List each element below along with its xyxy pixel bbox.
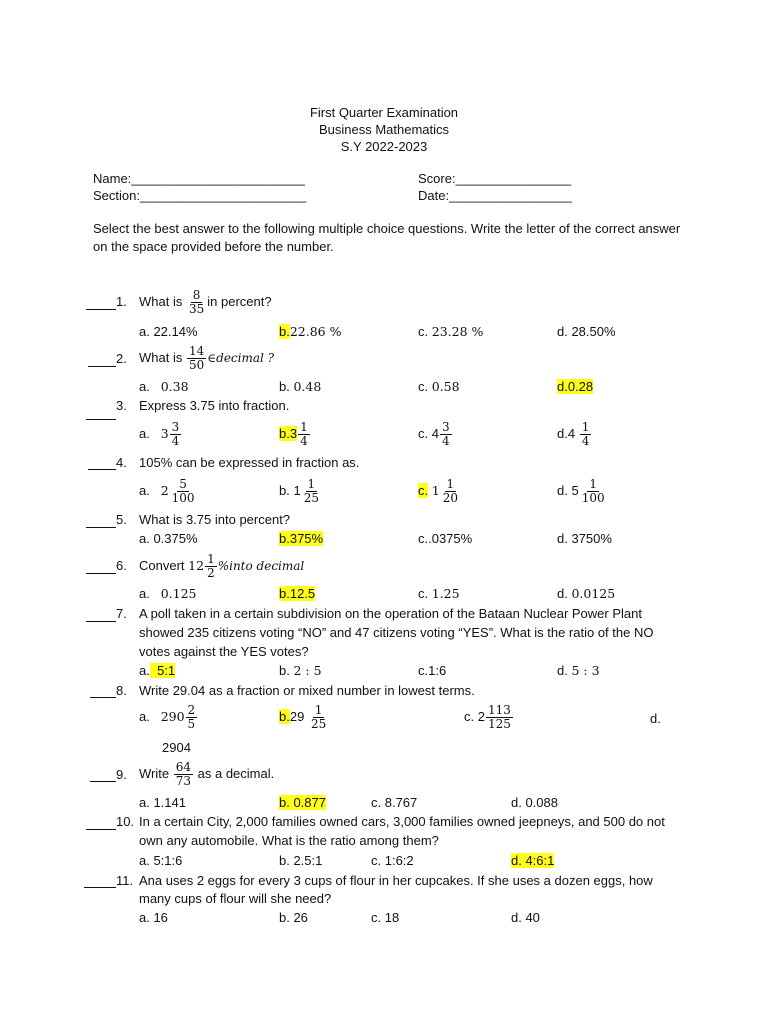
fraction: $\frac{64}{73}$ — [175, 760, 192, 789]
choice-b: b.22.86 % — [279, 324, 342, 339]
question-text: What is $\frac{14}{50}$ ∈decimal ? — [139, 344, 275, 373]
question-text-line-1: A poll taken in a certain subdivision on the operation of the Bataan Nuclear Power Plant — [139, 606, 642, 621]
choice-d-continued: 2904 — [162, 740, 191, 755]
choice-d — [511, 853, 554, 869]
answer-blank — [86, 573, 116, 574]
question-number: 10. — [116, 814, 135, 829]
question-number: 7. — [116, 606, 127, 621]
choice-d: d. 5 $\frac{1}{100}$ — [557, 477, 605, 506]
choice-b: b. 0.48 — [279, 379, 322, 394]
choice-b — [279, 531, 323, 547]
answer-highlight: b.375% — [279, 531, 324, 546]
fraction: $\frac{8}{35}$ — [188, 288, 205, 317]
question-text: What is 3.75 into percent? — [139, 512, 291, 527]
choice-b: b. 2 : 5 — [279, 663, 322, 678]
answer-highlight: c. — [418, 483, 429, 498]
choice-b: b. 26 — [279, 910, 308, 925]
answer-highlight: b.12.5 — [279, 586, 316, 601]
choice-c: c. 18 — [371, 910, 400, 925]
answer-highlight: d. 4:6:1 — [511, 853, 555, 868]
choice-c: c. 23.28 % — [418, 324, 484, 339]
answer-blank — [88, 366, 116, 367]
choice-a: a. 0.125 — [139, 586, 197, 601]
instructions-line-2: on the space provided before the number. — [93, 239, 334, 254]
question-number: 5. — [116, 512, 127, 527]
answer-blank — [90, 697, 116, 698]
choice-a: a. 290 $\frac{2}{5}$ — [139, 703, 196, 732]
question-text: Write $\frac{64}{73}$ as a decimal. — [139, 760, 275, 789]
question-text-line-2: own any automobile. What is the ratio among them? — [139, 833, 439, 848]
choice-d — [557, 379, 593, 395]
choice-d: d. 3750% — [557, 531, 612, 546]
question-text: Write 29.04 as a fraction or mixed number in lowest terms. — [139, 683, 475, 698]
answer-highlight: b. — [279, 324, 290, 339]
question-text-line-2: showed 235 citizens voting “NO” and 47 citizens voting “YES”. What is the ratio of the NO — [139, 625, 654, 640]
choice-a: a. 5:1 — [139, 663, 176, 678]
answer-blank — [86, 527, 116, 528]
section-field: Section:_______________________ — [93, 188, 307, 203]
choice-d: d. 28.50% — [557, 324, 616, 339]
choice-a: a. 0.375% — [139, 531, 198, 546]
score-field: Score:________________ — [418, 171, 572, 186]
question-number: 1. — [116, 294, 127, 309]
answer-highlight: 5:1 — [149, 663, 176, 678]
choice-d: d. 5 : 3 — [557, 663, 600, 678]
answer-highlight: b. 0.877 — [279, 795, 326, 810]
choice-d: d. — [650, 711, 661, 726]
answer-highlight: b.3 — [279, 426, 298, 441]
choice-d: d.4 $\frac{1}{4}$ — [557, 420, 590, 449]
question-number: 2. — [116, 351, 127, 366]
question-number: 3. — [116, 398, 127, 413]
question-number: 6. — [116, 558, 127, 573]
question-number: 11. — [116, 873, 134, 888]
answer-blank — [86, 419, 116, 420]
choice-a: a. 3 $\frac{3}{4}$ — [139, 420, 180, 449]
fraction: $\frac{1}{2}$ — [207, 552, 215, 581]
question-number: 9. — [116, 767, 127, 782]
answer-highlight: b. — [279, 709, 290, 724]
choice-c: c. 1:6:2 — [371, 853, 414, 868]
choice-a: a. 1.141 — [139, 795, 186, 810]
choice-a: a. 22.14% — [139, 324, 198, 339]
answer-blank — [84, 887, 116, 888]
school-year: S.Y 2022-2023 — [340, 139, 428, 154]
choice-d: d. 40 — [511, 910, 540, 925]
question-text: 105% can be expressed in fraction as. — [139, 455, 360, 470]
choice-c: c. 4 $\frac{3}{4}$ — [418, 420, 450, 449]
question-text-line-1: Ana uses 2 eggs for every 3 cups of flour in her cupcakes. If she uses a dozen eggs, how — [139, 873, 653, 888]
answer-blank — [86, 621, 116, 622]
answer-blank — [86, 829, 116, 830]
choice-d: d. 0.088 — [511, 795, 558, 810]
choice-a: a. 0.38 — [139, 379, 189, 394]
choice-a: a. 2 $\frac{5}{100}$ — [139, 477, 195, 506]
question-text-line-2: many cups of flour will she need? — [139, 891, 332, 906]
question-text-line-3: votes against the YES votes? — [139, 644, 309, 659]
exam-title: First Quarter Examination — [309, 105, 459, 120]
answer-blank — [90, 781, 116, 782]
question-text: Convert 12 $\frac{1}{2}$ %into decimal — [139, 552, 305, 581]
choice-b — [279, 795, 326, 811]
question-text: What is $\frac{8}{35}$ in percent? — [139, 288, 272, 317]
answer-highlight: d.0.28 — [557, 379, 594, 394]
answer-blank — [86, 309, 116, 310]
subject-title: Business Mathematics — [318, 122, 450, 137]
choice-a: a. 16 — [139, 910, 168, 925]
choice-d: d. 0.0125 — [557, 586, 616, 601]
choice-c: c. 1 $\frac{1}{20}$ — [418, 477, 458, 506]
date-field: Date:_________________ — [418, 188, 572, 203]
choice-c: c. 0.58 — [418, 379, 460, 394]
choice-b: b. 1 $\frac{1}{25}$ — [279, 477, 319, 506]
choice-b: b.3 $\frac{1}{4}$ — [279, 420, 308, 449]
question-number: 8. — [116, 683, 127, 698]
name-field: Name:________________________ — [93, 171, 305, 186]
answer-blank — [88, 469, 116, 470]
instructions-line-1: Select the best answer to the following multiple choice questions. Write the letter of the correct answer — [93, 221, 681, 236]
choice-c: c. 8.767 — [371, 795, 418, 810]
choice-b: b.29 $\frac{1}{25}$ — [279, 703, 327, 732]
choice-c: c. 2 $\frac{113}{125}$ — [464, 703, 511, 732]
fraction: $\frac{14}{50}$ — [188, 344, 205, 373]
question-number: 4. — [116, 455, 127, 470]
choice-a: a. 5:1:6 — [139, 853, 183, 868]
choice-b: b. 2.5:1 — [279, 853, 323, 868]
choice-b — [279, 586, 315, 602]
choice-c: c. 1.25 — [418, 586, 460, 601]
choice-c: c.1:6 — [418, 663, 447, 678]
choice-c: c..0375% — [418, 531, 473, 546]
question-text-line-1: In a certain City, 2,000 families owned cars, 3,000 families owned jeepneys, and 500 do not — [139, 814, 665, 829]
question-text: Express 3.75 into fraction. — [139, 398, 290, 413]
